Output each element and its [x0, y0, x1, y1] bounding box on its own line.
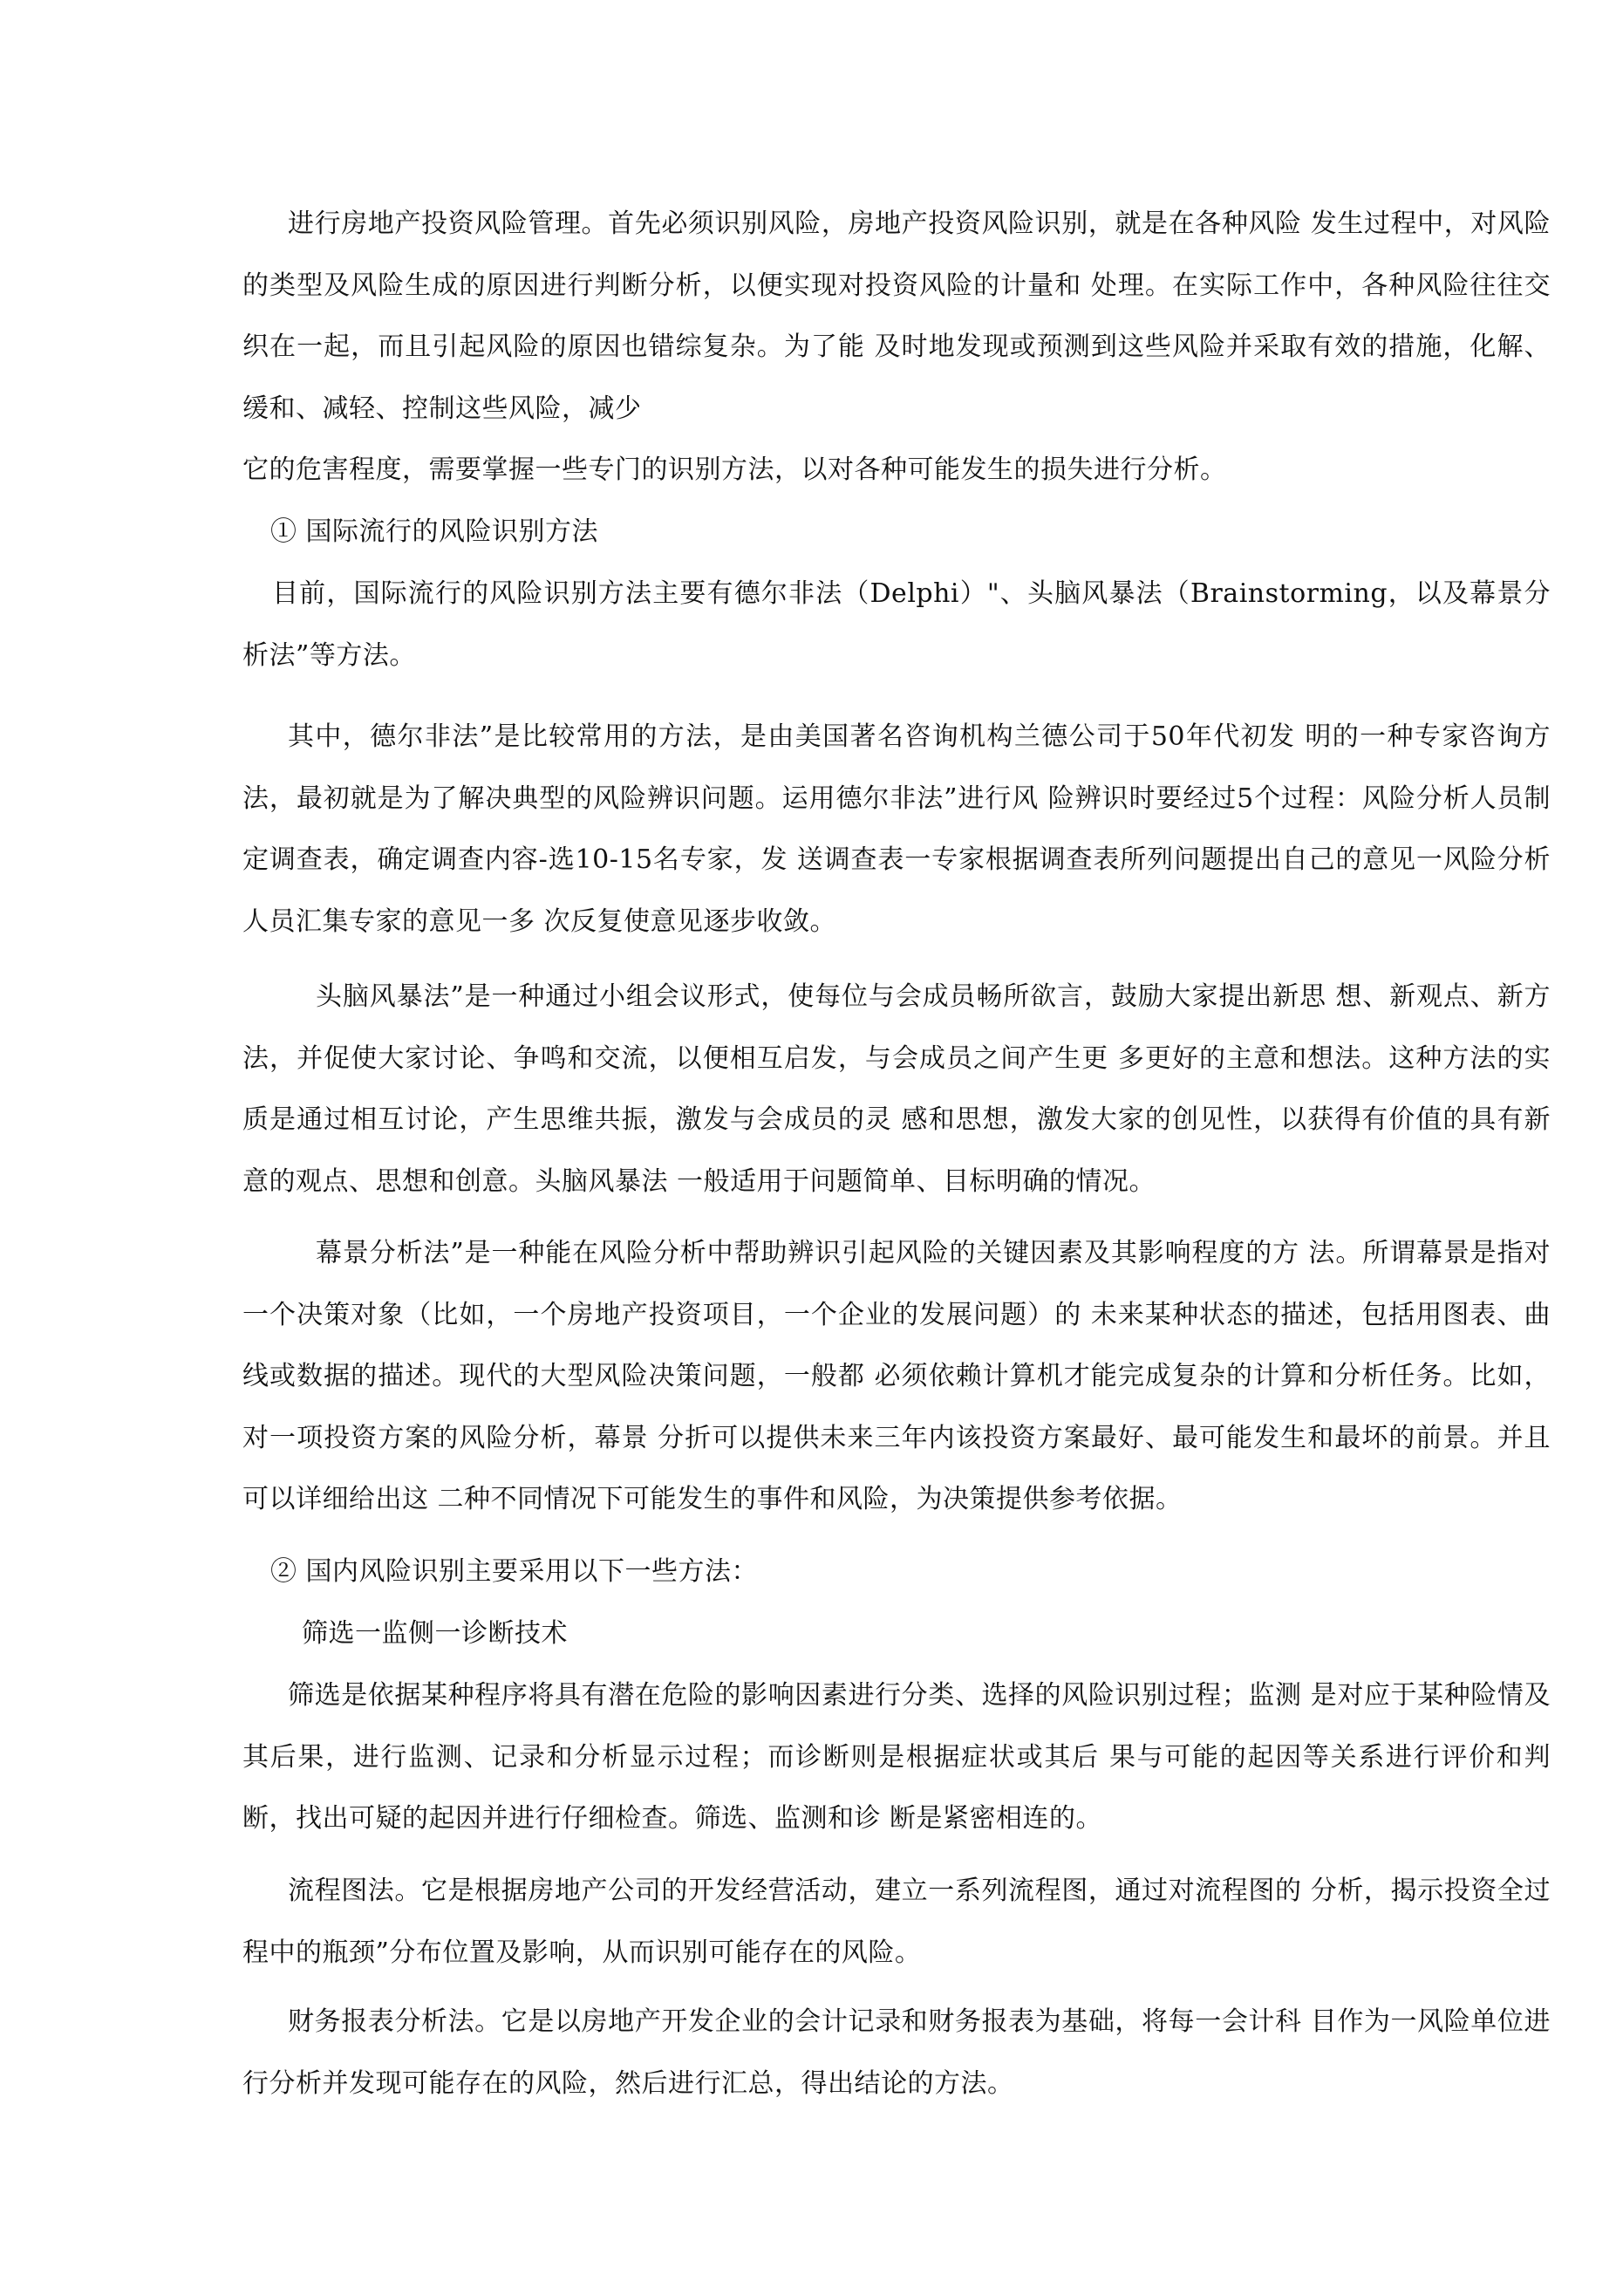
- paragraph-risk-identification-intro: 进行房地产投资风险管理。首先必须识别风险，房地产投资风险识别，就是在各种风险 发生过程中，对风险的类型及风险生成的原因进行判断分析，以便实现对投资风险的计量和 处理。在实际工作中，各种风险往往交织在一起，而且引起风险的原因也错综复杂。为了能 及时地发现或预测到这些风险并采取有效的措施，化解、缓和、减轻、控制这些风险，减少: [242, 208, 1551, 424]
- heading-domestic-methods: ② 国内风险识别主要采用以下一些方法：: [270, 1556, 759, 1587]
- paragraph-brainstorming-method: 头脑风暴法”是一种通过小组会议形式，使每位与会成员畅所欲言，鼓励大家提出新思 想、新观点、新方法，并促使大家讨论、争鸣和交流，以便相互启发，与会成员之间产生更 多更好的主意和想法。这种方法的实质是通过相互讨论，产生思维共振，激发与会成员的灵 感和思想，激发大家的创见性，以获得有价值的具有新意的观点、思想和创意。头脑风暴法 一般适用于问题简单、目标明确的情况。: [242, 981, 1551, 1197]
- paragraph-international-methods: 目前，国际流行的风险识别方法主要有德尔非法（Delphi）"、头脑风暴法（Brainstorming，以及幕景分析法”等方法。: [242, 578, 1551, 671]
- paragraph-flowchart-method: 流程图法。它是根据房地产公司的开发经营活动，建立一系列流程图，通过对流程图的 分析，揭示投资全过程中的瓶颈”分布位置及影响，从而识别可能存在的风险。: [242, 1876, 1551, 1968]
- paragraph-scenario-analysis: 幕景分析法”是一种能在风险分析中帮助辨识引起风险的关键因素及其影响程度的方 法。所谓幕景是指对一个决策对象（比如，一个房地产投资项目，一个企业的发展问题）的 未来某种状态的描述，包括用图表、曲线或数据的描述。现代的大型风险决策问题，一般都 必须依赖计算机才能完成复杂的计算和分析任务。比如，对一项投资方案的风险分析，幕景 分折可以提供未来三年内该投资方案最好、最可能发生和最坏的前景。并且可以详细给出这 二种不同情况下可能发生的事件和风险，为决策提供参考依据。: [242, 1238, 1551, 1514]
- paragraph-risk-identification-continued: 它的危害程度，需要掌握一些专门的识别方法，以对各种可能发生的损失进行分析。: [242, 454, 1227, 485]
- paragraph-financial-statement-analysis: 财务报表分析法。它是以房地产开发企业的会计记录和财务报表为基础，将每一会计科 目作为一风险单位进行分析并发现可能存在的风险，然后进行汇总，得出结论的方法。: [242, 2006, 1551, 2099]
- heading-screening-monitoring-diagnosis: 筛选一监侧一诊断技术: [302, 1618, 568, 1649]
- heading-international-methods: ① 国际流行的风险识别方法: [270, 516, 599, 547]
- paragraph-delphi-method: 其中，德尔非法”是比较常用的方法，是由美国著名咨询机构兰德公司于50年代初发 明的一种专家咨询方法，最初就是为了解决典型的风险辨识问题。运用德尔非法”进行风 险辨识时要经过5个过程：风险分析人员制定调查表，确定调查内容-选10-15名专家，发 送调查表一专家根据调查表所列问题提出自己的意见一风险分析人员汇集专家的意见一多 次反复使意见逐步收敛。: [242, 721, 1551, 937]
- paragraph-screening-monitoring-diagnosis: 筛选是依据某种程序将具有潜在危险的影响因素进行分类、选择的风险识别过程；监测 是对应于某种险情及其后果，进行监测、记录和分析显示过程；而诊断则是根据症状或其后 果与可能的起因等关系进行评价和判断，找出可疑的起因并进行仔细检查。筛选、监测和诊 断是紧密相连的。: [242, 1680, 1551, 1834]
